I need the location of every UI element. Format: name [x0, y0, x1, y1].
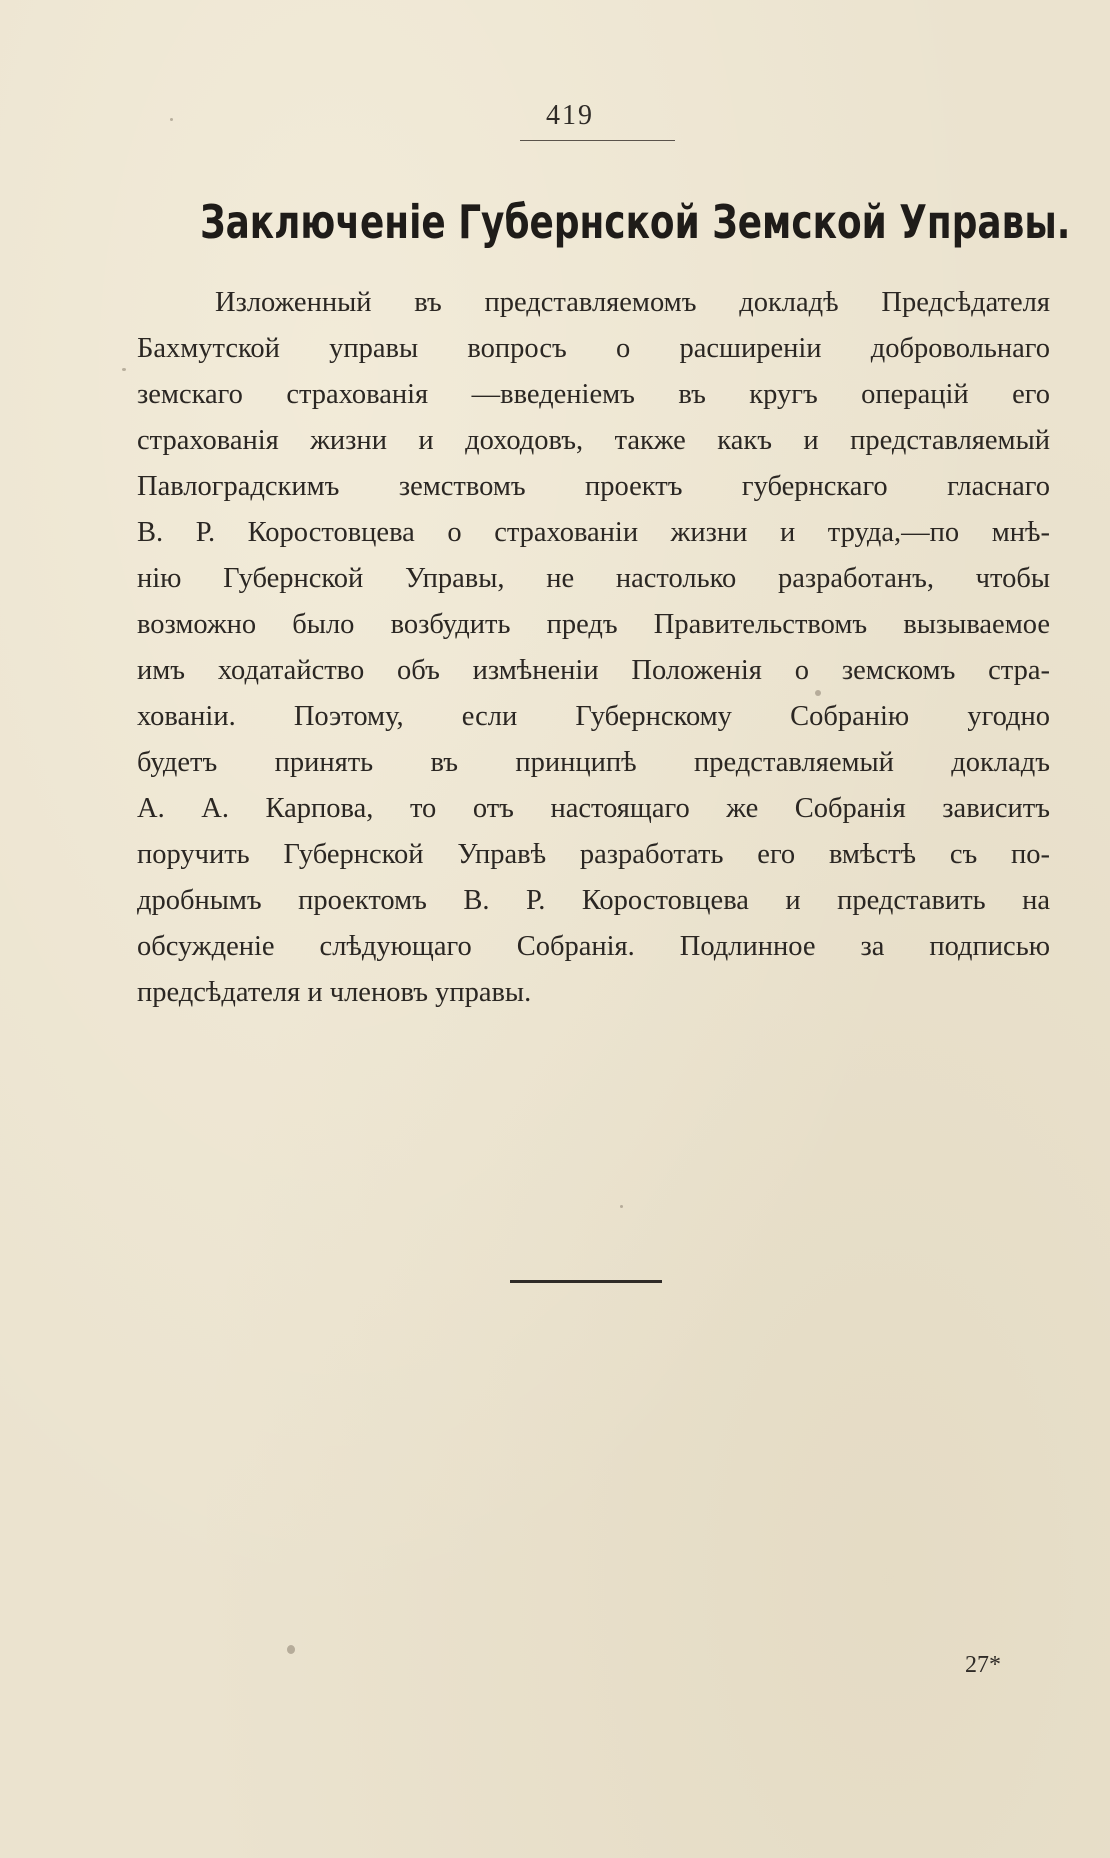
text-line: поручить Губернской Управѣ разработать его вмѣстѣ съ по- [137, 839, 1050, 870]
text-line: А. А. Карпова, то отъ настоящаго же Собранія зависитъ [137, 793, 1050, 824]
text-line: возможно было возбудить предъ Правительствомъ вызываемое [137, 609, 1050, 640]
text-line: дробнымъ проектомъ В. Р. Коростовцева и представить на [137, 885, 1050, 916]
text-line: Изложенный въ представляемомъ докладѣ Предсѣдателя [215, 287, 1050, 318]
page-number-underline [520, 140, 675, 141]
text-line: имъ ходатайство объ измѣненіи Положенія о земскомъ стра- [137, 655, 1050, 686]
paper-speck [287, 1645, 295, 1654]
text-line: земскаго страхованія —введеніемъ въ кругъ операцій его [137, 379, 1050, 410]
end-rule [510, 1280, 662, 1283]
text-line: страхованія жизни и доходовъ, также какъ и представляемый [137, 425, 1050, 456]
text-line: Бахмутской управы вопросъ о расширеніи добровольнаго [137, 333, 1050, 364]
paper-speck [620, 1205, 623, 1208]
section-title: Заключеніе Губернской Земской Управы. [200, 195, 1071, 249]
page-number: 419 [546, 100, 594, 131]
text-line: В. Р. Коростовцева о страхованіи жизни и труда,—по мнѣ- [137, 517, 1050, 548]
text-line: обсужденіе слѣдующаго Собранія. Подлинное за подписью [137, 931, 1050, 962]
signature-mark: 27* [965, 1652, 1001, 1678]
text-line-last: предсѣдателя и членовъ управы. [137, 977, 532, 1008]
text-line: хованіи. Поэтому, если Губернскому Собранію угодно [137, 701, 1050, 732]
paper-speck [122, 368, 126, 371]
body-paragraph [137, 280, 1050, 1016]
text-line: нію Губернской Управы, не настолько разработанъ, чтобы [137, 563, 1050, 594]
paper-speck [815, 690, 821, 696]
text-line: будетъ принять въ принципѣ представляемый докладъ [137, 747, 1050, 778]
paper-speck [170, 118, 173, 121]
text-line: Павлоградскимъ земствомъ проектъ губернскаго гласнаго [137, 471, 1050, 502]
